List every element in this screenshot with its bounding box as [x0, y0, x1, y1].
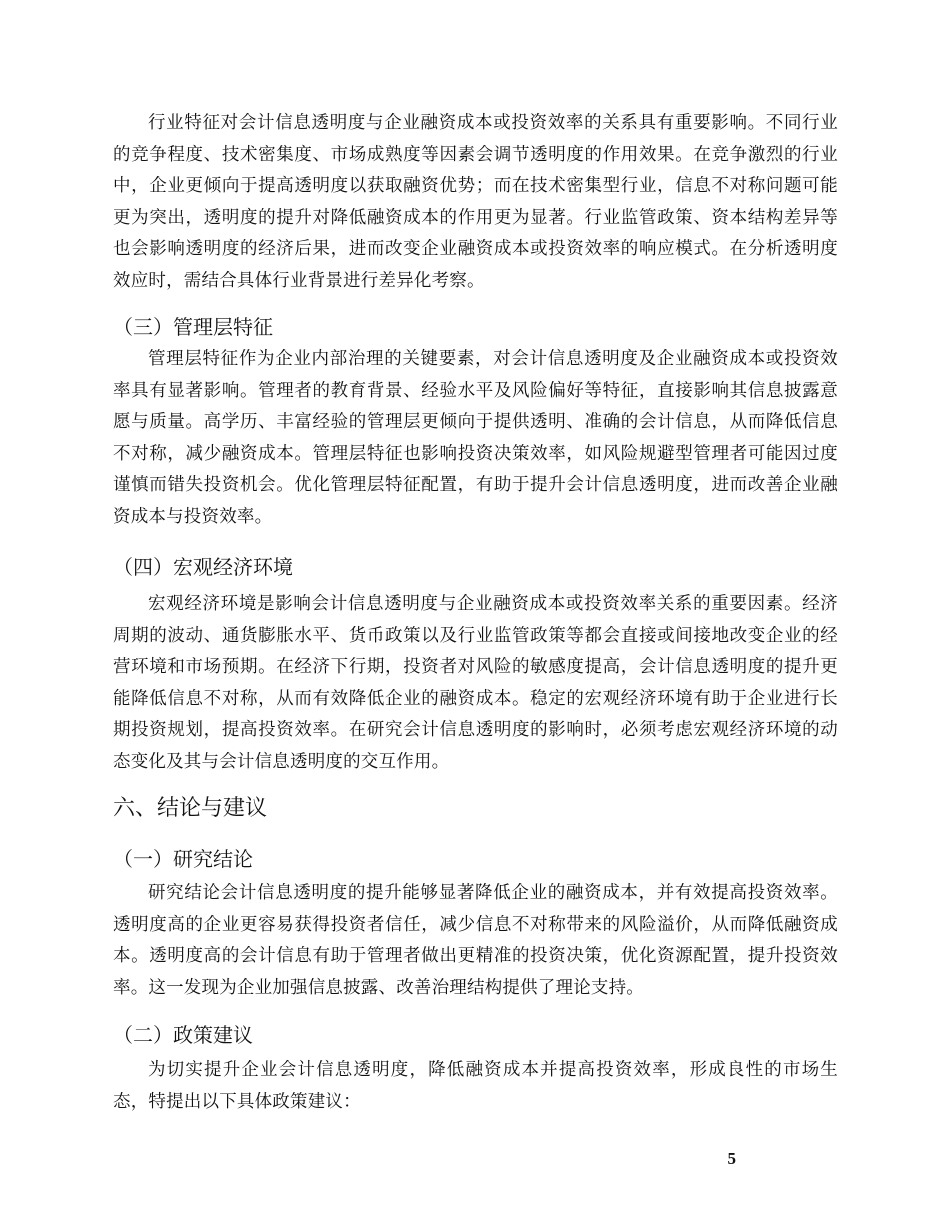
paragraph-policy-recommendations: 为切实提升企业会计信息透明度，降低融资成本并提高投资效率，形成良性的市场生态，特提出以下具体政策建议： [113, 1060, 838, 1112]
heading-macro-environment: （四）宏观经济环境 [113, 555, 293, 579]
paragraph-management-characteristics: 管理层特征作为企业内部治理的关键要素，对会计信息透明度及企业融资成本或投资效率具有显著影响。管理者的教育背景、经验水平及风险偏好等特征，直接影响其信息披露意愿与质量。高学历、丰富经验的管理层更倾向于提供透明、准确的会计信息，从而降低信息不对称，减少融资成本。管理层特征也影响投资决策效率，如风险规避型管理者可能因过度谨慎而错失投资机会。优化管理层特征配置，有助于提升会计信息透明度，进而改善企业融资成本与投资效率。 [113, 349, 838, 527]
page-number: 5 [727, 1149, 736, 1168]
heading-policy-recommendations: （二）政策建议 [113, 1023, 253, 1047]
heading-management-characteristics: （三）管理层特征 [113, 315, 273, 339]
heading-conclusions-and-recommendations: 六、结论与建议 [113, 796, 268, 821]
heading-research-conclusions: （一）研究结论 [113, 847, 253, 871]
paragraph-industry-characteristics: 行业特征对会计信息透明度与企业融资成本或投资效率的关系具有重要影响。不同行业的竞争程度、技术密集度、市场成熟度等因素会调节透明度的作用效果。在竞争激烈的行业中，企业更倾向于提高透明度以获取融资优势；而在技术密集型行业，信息不对称问题可能更为突出，透明度的提升对降低融资成本的作用更为显著。行业监管政策、资本结构差异等也会影响透明度的经济后果，进而改变企业融资成本或投资效率的响应模式。在分析透明度效应时，需结合具体行业背景进行差异化考察。 [113, 113, 838, 291]
paragraph-research-conclusions: 研究结论会计信息透明度的提升能够显著降低企业的融资成本，并有效提高投资效率。透明度高的企业更容易获得投资者信任，减少信息不对称带来的风险溢价，从而降低融资成本。透明度高的会计信息有助于管理者做出更精准的投资决策，优化资源配置，提升投资效率。这一发现为企业加强信息披露、改善治理结构提供了理论支持。 [113, 883, 838, 998]
paragraph-macro-environment: 宏观经济环境是影响会计信息透明度与企业融资成本或投资效率关系的重要因素。经济周期的波动、通货膨胀水平、货币政策以及行业监管政策等都会直接或间接地改变企业的经营环境和市场预期。在经济下行期，投资者对风险的敏感度提高，会计信息透明度的提升更能降低信息不对称，从而有效降低企业的融资成本。稳定的宏观经济环境有助于企业进行长期投资规划，提高投资效率。在研究会计信息透明度的影响时，必须考虑宏观经济环境的动态变化及其与会计信息透明度的交互作用。 [113, 594, 838, 772]
